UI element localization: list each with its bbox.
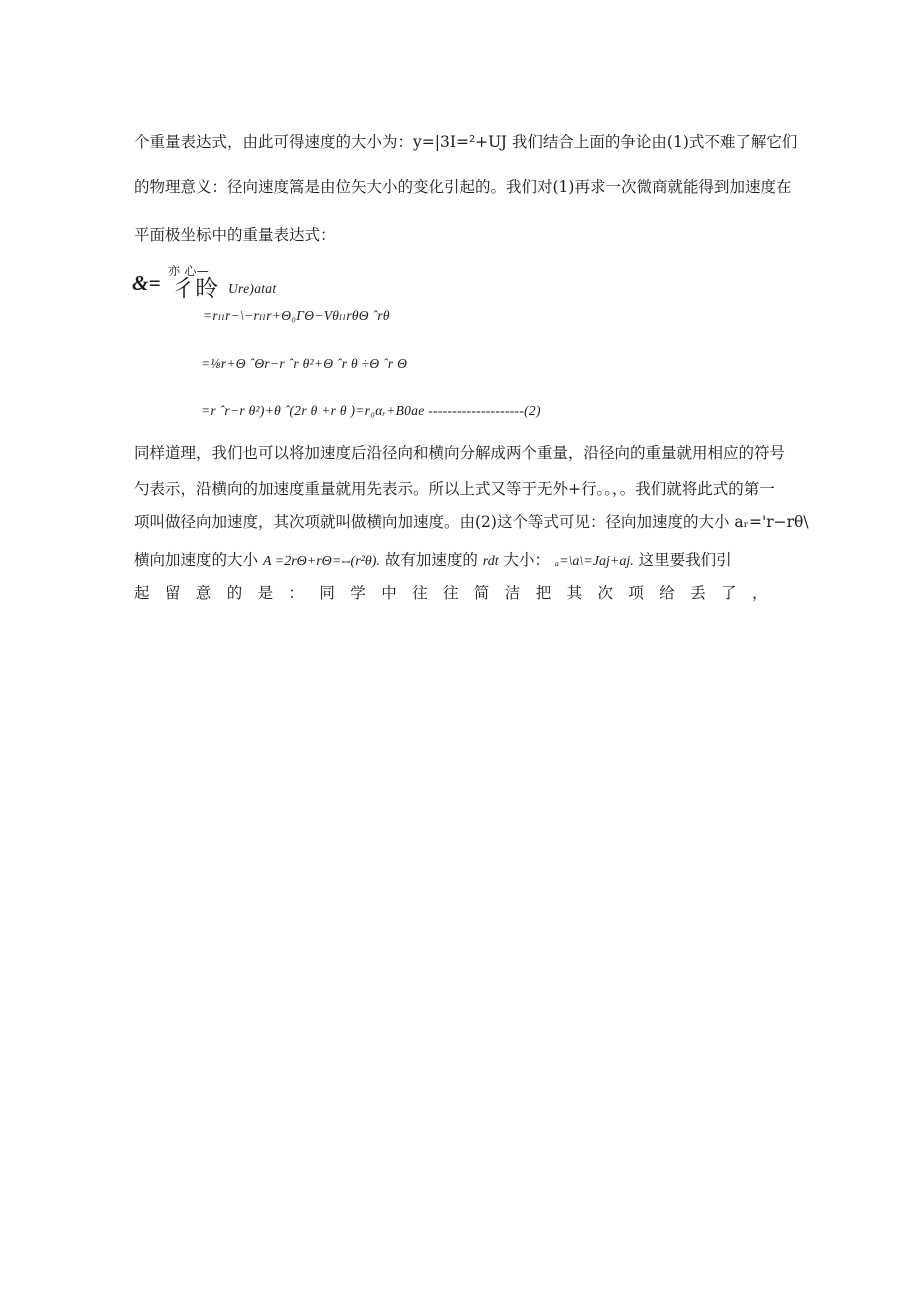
equation-superscript: 亦 心— (168, 264, 210, 278)
equation-derivative-symbol: 彳昤 (172, 276, 219, 302)
line4-formula-transverse: A =2rΘ+rΘ=--(r²θ). (262, 554, 380, 569)
line4-text-a: 横向加速度的大小 (134, 551, 259, 569)
equation-line-1: =rₗₗr−\−rₗₗr+Θ₀ΓΘ−VθₗₗrθΘ ˆrθ (203, 308, 390, 323)
equation-subscript: Ure)atat (228, 281, 277, 296)
paragraph2-line3: 项叫做径向加速度，其次项就叫做横向加速度。由(2)这个等式可见：径向加速度的大小 aᵣ='r−rθ\ (134, 513, 809, 531)
paragraph2-line4 (134, 550, 732, 572)
equation-line-3: =r ˆr−r θ²)+θ ˆ(2r θ +r θ )=r₀αᵣ+B0ae --------------------(2) (201, 403, 541, 418)
line4-formula-rdt: rdt (482, 554, 499, 569)
paragraph1-line2: 的物理意义：径向速度篙是由位矢大小的变化引起的。我们对(1)再求一次微商就能得到加速度在 (134, 178, 792, 196)
equation-lhs: &= (132, 271, 161, 295)
line4-text-e: 大小： (503, 551, 551, 569)
line4-text-c: 故有加速度的 (384, 551, 478, 569)
paragraph2-line5: 起留意的是：同学中往往简洁把其次项给丢了， (134, 584, 783, 602)
acceleration-equation-head (132, 262, 432, 302)
line4-text-g: 这里要我们引 (638, 551, 732, 569)
paragraph1-line3: 平面极坐标中的重量表达式： (134, 226, 336, 244)
paragraph2-line1: 同样道理，我们也可以将加速度后沿径向和横向分解成两个重量，沿径向的重量就用相应的符号 (134, 444, 786, 462)
equation-line-2: =⅛r+Θ ˆΘr−r ˆr θ²+Θ ˆr θ ÷Θ ˆr Θ (201, 356, 408, 371)
line4-formula-magnitude: ₐ=\a\=Jaj+aj. (555, 554, 634, 569)
paragraph1-line1: 个重量表达式，由此可得速度的大小为：y=|3I=²+UJ 我们结合上面的争论由(1)式不难了解它们 (134, 133, 798, 151)
paragraph2-line2: 勺表示，沿横向的加速度重量就用先表示。所以上式又等于无外+行。。，。我们就将此式的第一 (134, 480, 775, 498)
